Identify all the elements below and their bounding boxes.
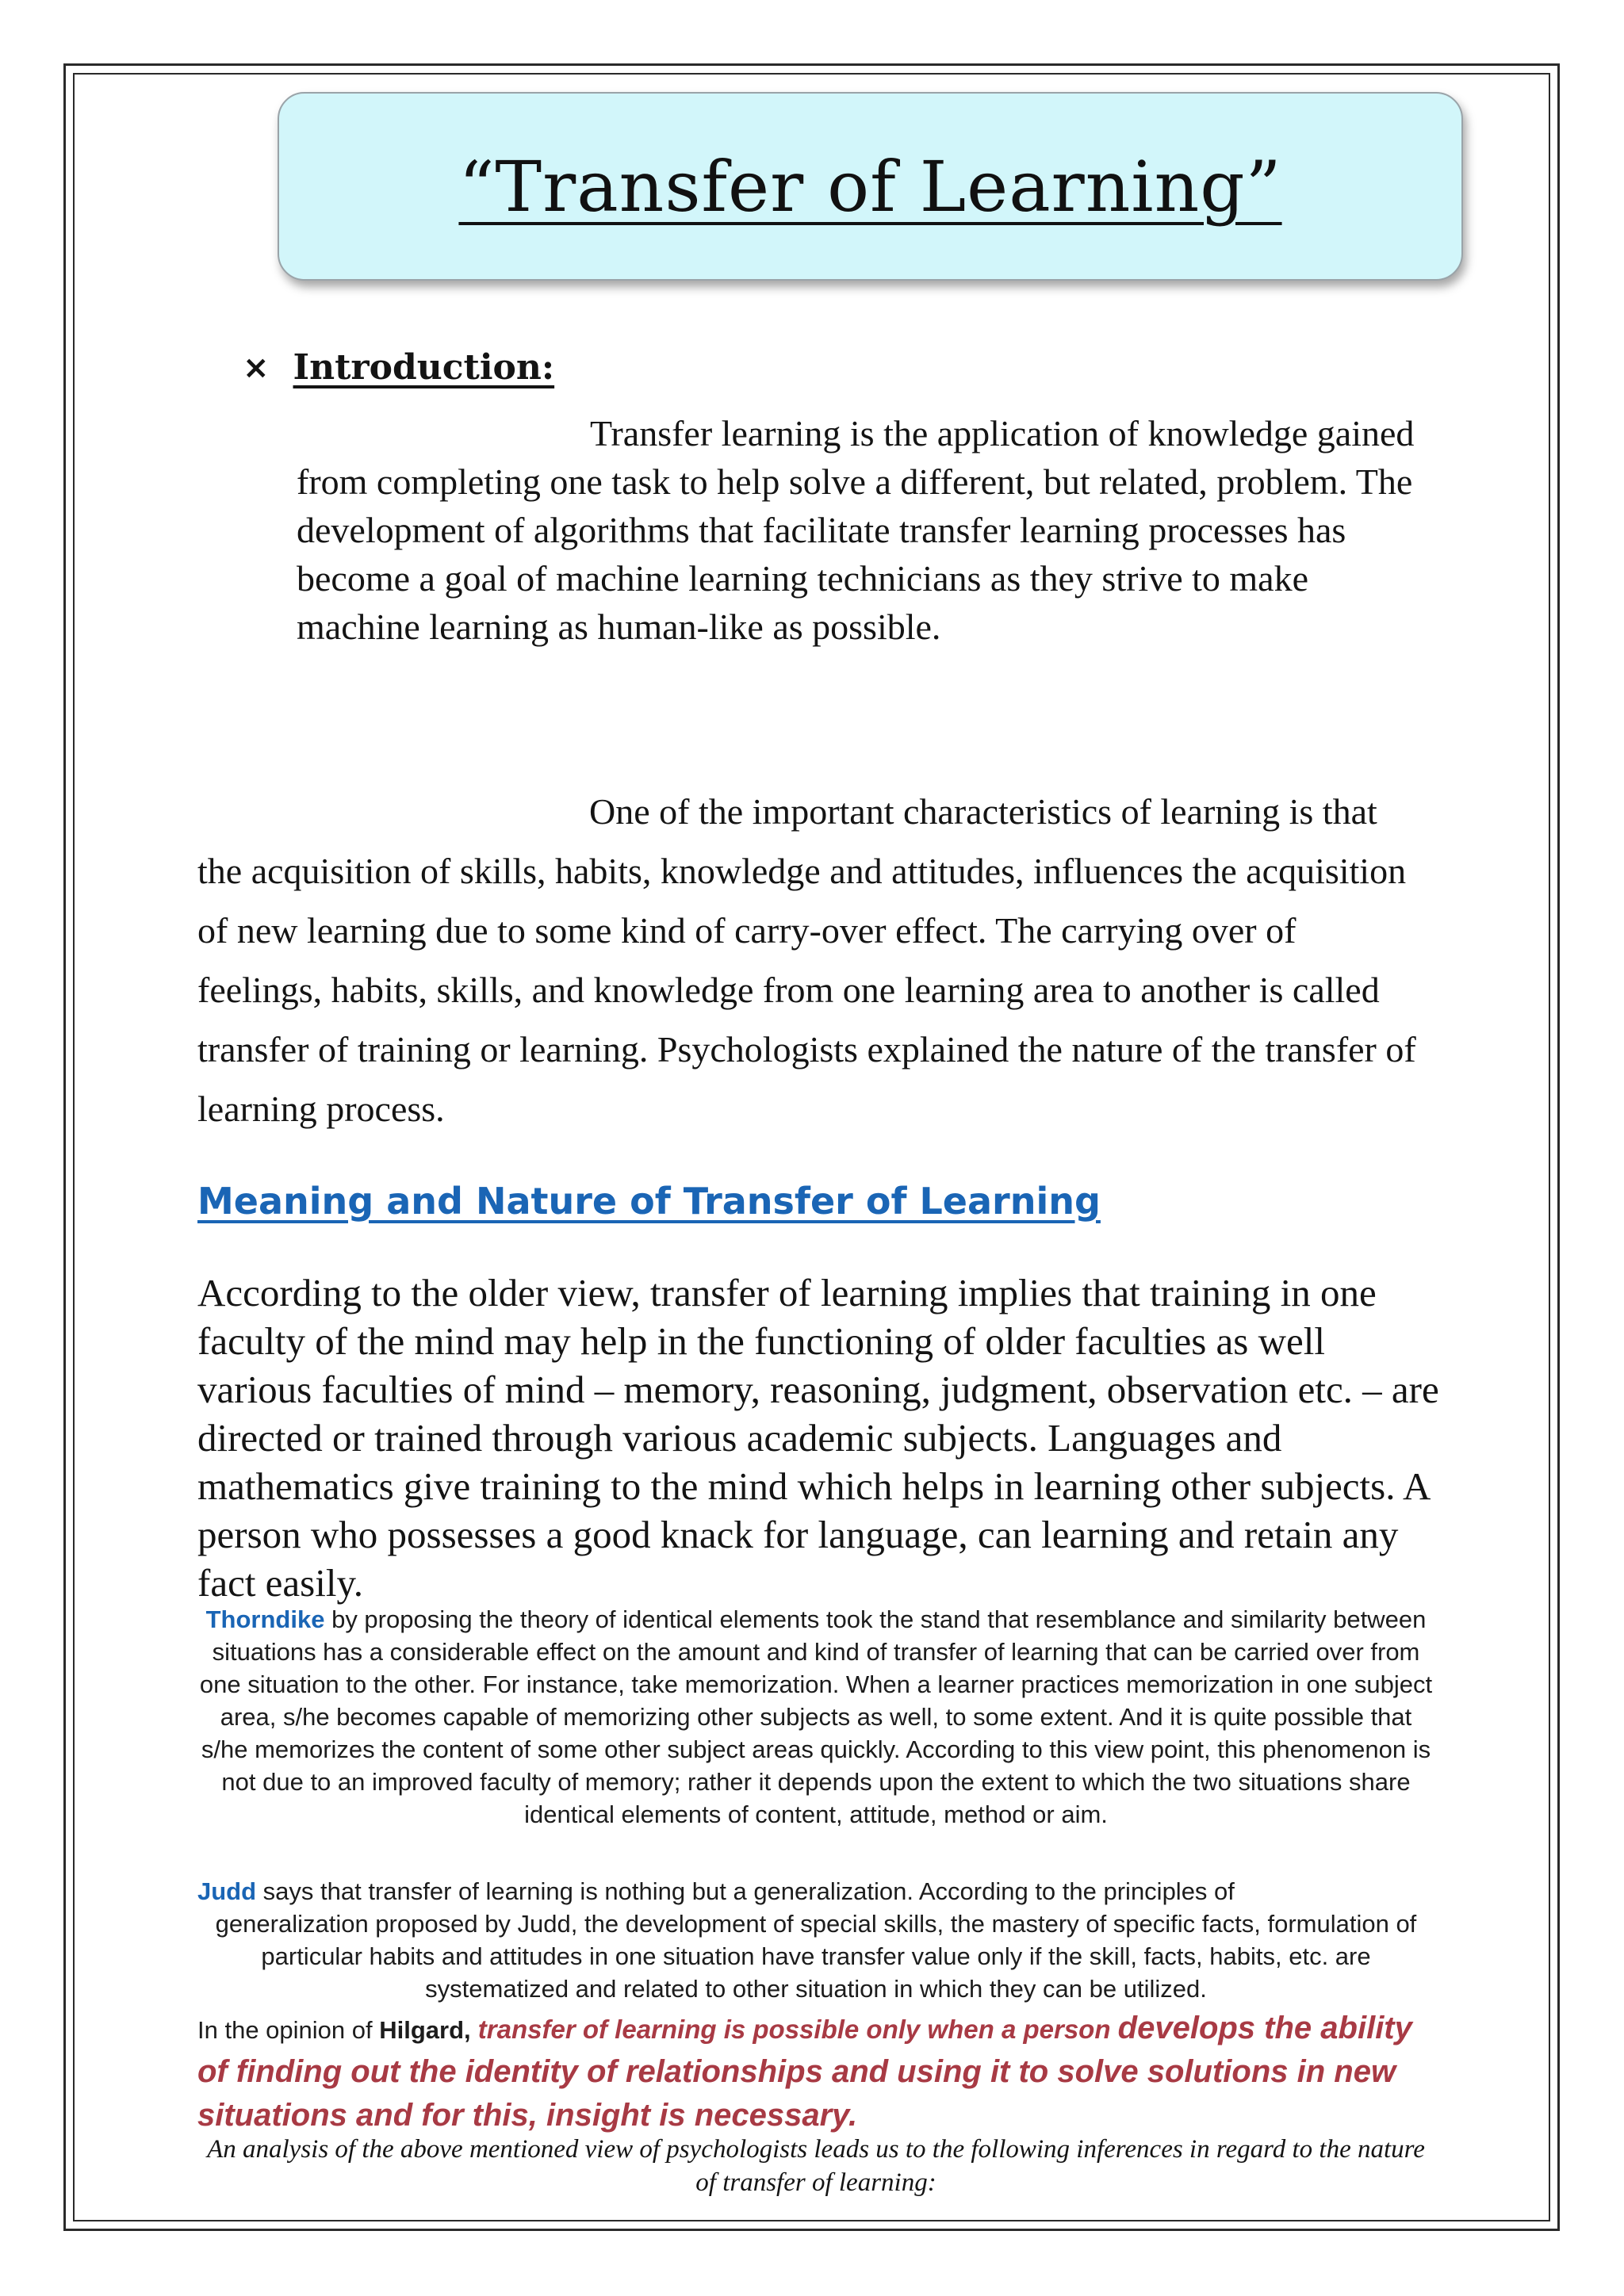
hilgard-quote: develops the ability of finding out the identity of relationships and using it to solve solutions in new situations and for this, insight is necessary. xyxy=(197,2011,1412,2133)
cross-bullet-icon: × xyxy=(243,349,270,386)
hilgard-quote-start: transfer of learning is possible only when a person xyxy=(470,2015,1118,2044)
judd-text: generalization proposed by Judd, the development of special skills, the mastery of specific facts, formulation of particular habits and attitudes in one situation have transfer value only if the skill, facts, habits, etc. are systematized and related to other situation in which they can be utilized. xyxy=(215,1910,1417,2003)
meaning-heading: Meaning and Nature of Transfer of Learning xyxy=(197,1180,1101,1223)
thorndike-paragraph xyxy=(197,1603,1434,1831)
judd-name: Judd xyxy=(197,1877,257,1905)
judd-first-line xyxy=(197,1875,1434,1908)
meaning-paragraph: According to the older view, transfer of learning implies that training in one faculty of the mind may help in the functioning of older faculties as well various faculties of mind – memory, reasoning, judgment, observation etc. – are directed or trained through various academic subjects. Languages and mathematics give training to the mind which helps in learning other subjects. A person who possesses a good knack for language, can learning and retain any fact easily. xyxy=(197,1271,1439,1605)
thorndike-text: by proposing the theory of identical elements took the stand that resemblance and similarity between situations has a considerable effect on the amount and kind of transfer of learning that can be carried over from one situation to the other. For instance, take memorization. When a learner practices memorization in one subject area, s/he becomes capable of memorizing other subjects as well, to some extent. And it is quite possible that s/he memorizes the content of some other subject areas quickly. According to this view point, this phenomenon is not due to an improved faculty of memory; rather it depends upon the extent to which the two situations share identical elements of content, attitude, method or aim. xyxy=(199,1605,1433,1828)
introduction-heading xyxy=(243,347,554,388)
introduction-label: Introduction: xyxy=(293,347,555,388)
introduction-paragraph: Transfer learning is the application of knowledge gained from completing one task to help solve a different, but related, problem. The development of algorithms that facilitate transfer learning processes has become a goal of machine learning technicians as they strive to make machine learning as human-like as possible. xyxy=(297,413,1415,647)
analysis-paragraph: An analysis of the above mentioned view of psychologists leads us to the following inferences in regard to the nature of transfer of learning: xyxy=(207,2135,1425,2197)
page-title: “Transfer of Learning” xyxy=(458,145,1282,228)
hilgard-name: Hilgard, xyxy=(379,2016,471,2044)
hilgard-paragraph xyxy=(197,2007,1442,2138)
judd-first-text: says that transfer of learning is nothing but a generalization. According to the principles of xyxy=(256,1877,1235,1905)
judd-paragraph xyxy=(197,1875,1434,2005)
characteristics-paragraph: One of the important characteristics of learning is that the acquisition of skills, habits, knowledge and attitudes, influences the acquisition of new learning due to some kind of carry-over effect. The carrying over of feelings, habits, skills, and knowledge from one learning area to another is called transfer of training or learning. Psychologists explained the nature of the transfer of learning process. xyxy=(197,791,1416,1129)
title-banner xyxy=(278,92,1463,281)
hilgard-prefix: In the opinion of xyxy=(197,2016,380,2044)
thorndike-name: Thorndike xyxy=(205,1605,325,1633)
